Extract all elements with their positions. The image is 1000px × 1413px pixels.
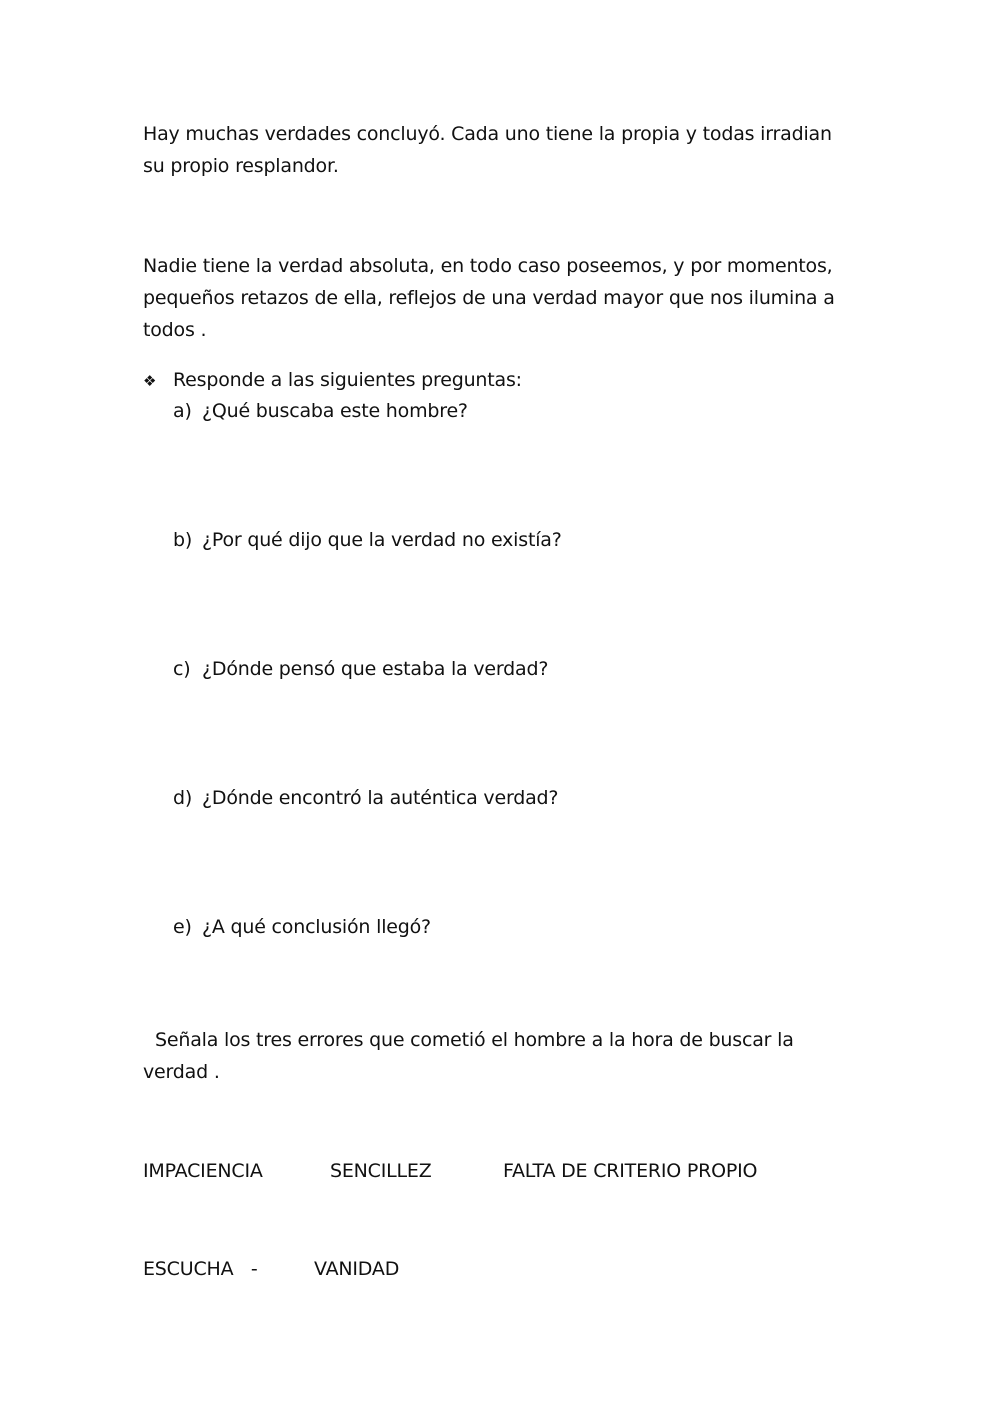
question-letter: d) [173, 787, 193, 809]
option-falta-de-criterio: FALTA DE CRITERIO PROPIO [503, 1160, 758, 1182]
questions-instruction [143, 364, 522, 397]
question-a [173, 395, 468, 427]
question-text: ¿Por qué dijo que la verdad no existía? [202, 529, 562, 551]
option-sencillez: SENCILLEZ [330, 1160, 432, 1182]
option-vanidad: VANIDAD [314, 1258, 400, 1280]
question-text: ¿Dónde pensó que estaba la verdad? [202, 658, 549, 680]
option-escucha: ESCUCHA - [143, 1258, 258, 1280]
errors-instruction: Señala los tres errores que cometió el hombre a la hora de buscar la verdad . [143, 1029, 794, 1083]
question-letter: c) [173, 658, 191, 680]
diamond-bullet-icon: ❖ [143, 372, 157, 390]
question-text: ¿Dónde encontró la auténtica verdad? [202, 787, 559, 809]
question-d [173, 782, 558, 814]
question-text: ¿A qué conclusión llegó? [202, 916, 431, 938]
question-letter: b) [173, 529, 193, 551]
instruction-text: Responde a las siguientes preguntas: [173, 369, 522, 391]
option-impaciencia: IMPACIENCIA [143, 1160, 263, 1182]
question-text: ¿Qué buscaba este hombre? [202, 400, 468, 422]
paragraph-conclusion: Hay muchas verdades concluyó. Cada uno tiene la propia y todas irradian su propio resplandor. [143, 123, 832, 177]
question-c [173, 653, 548, 685]
question-e [173, 911, 431, 943]
paragraph-absolute-truth: Nadie tiene la verdad absoluta, en todo caso poseemos, y por momentos, pequeños retazos de ella, reflejos de una verdad mayor que nos ilumina a todos . [143, 255, 835, 341]
question-letter: e) [173, 916, 192, 938]
question-b [173, 524, 562, 556]
question-letter: a) [173, 400, 192, 422]
